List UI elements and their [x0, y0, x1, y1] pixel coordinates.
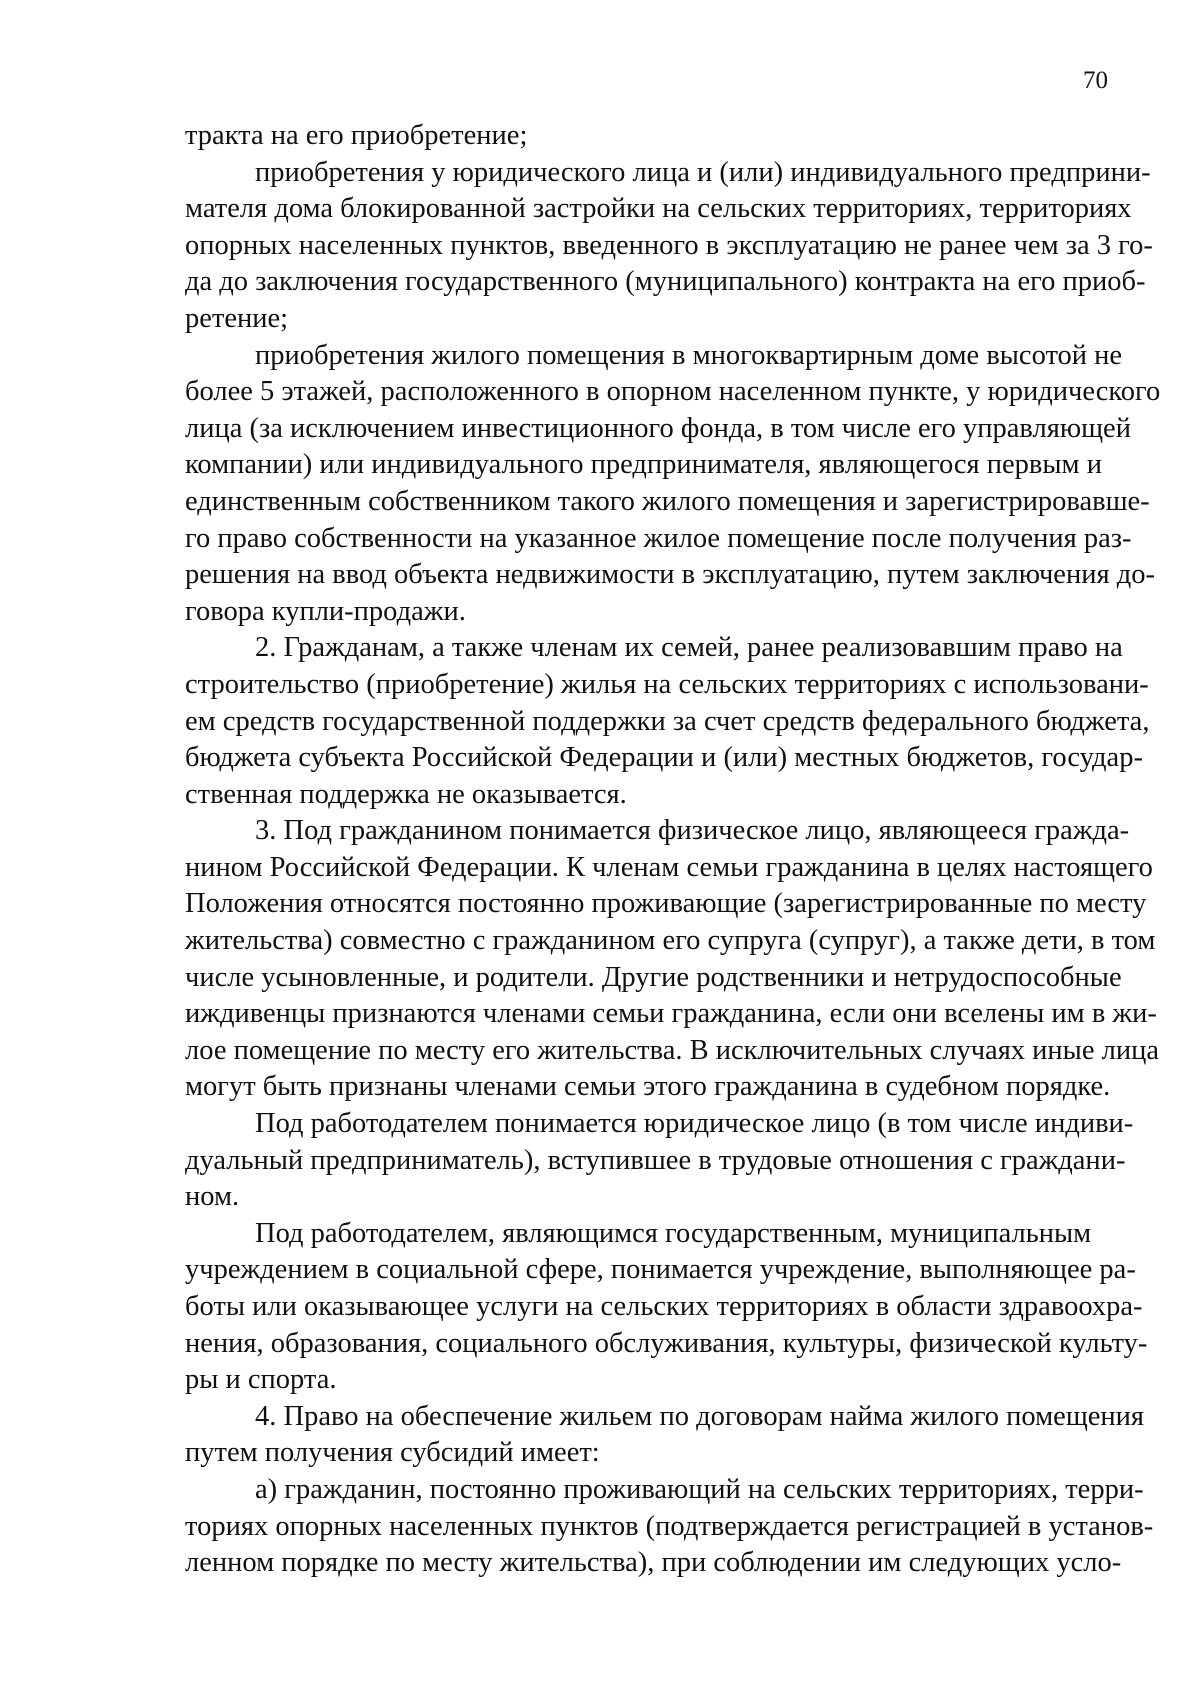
text-line: ем средств государственной поддержки за счет средств федерального бюджета,	[185, 705, 1150, 737]
text-line: да до заключения государственного (муниципального) контракта на его приоб-	[185, 266, 1146, 298]
paragraph	[185, 338, 1161, 631]
text-line: говора купли-продажи.	[185, 595, 466, 627]
text-line: жительства) совместно с гражданином его супруга (супруг), а также дети, в том	[185, 925, 1156, 957]
text-line: ленном порядке по месту жительства), при соблюдении им следующих усло-	[185, 1547, 1122, 1579]
text-line: ры и спорта.	[185, 1364, 337, 1396]
text-line: иждивенцы признаются членами семьи гражданина, если они вселены им в жи-	[185, 998, 1157, 1030]
text-line: путем получения субсидий имеет:	[185, 1437, 600, 1469]
paragraph	[185, 1106, 1134, 1216]
text-line: ретение;	[185, 302, 289, 334]
paragraph	[185, 118, 1078, 155]
text-line: Под работодателем, являющимся государственным, муниципальным	[255, 1217, 1092, 1249]
text-line: 2. Гражданам, а также членам их семей, ранее реализовавшим право на	[255, 632, 1123, 664]
text-line: дуальный предприниматель), вступившее в трудовые отношения с граждани-	[185, 1144, 1126, 1176]
page-number: 70	[1083, 67, 1108, 94]
text-line: го право собственности на указанное жилое помещение после получения раз-	[185, 522, 1132, 554]
text-line: 3. Под гражданином понимается физическое лицо, являющееся гражда-	[255, 815, 1130, 847]
text-line: мателя дома блокированной застройки на сельских территориях, территориях	[185, 193, 1132, 225]
paragraph	[185, 813, 1159, 1106]
text-line: приобретения жилого помещения в многоквартирным доме высотой не	[255, 339, 1123, 371]
text-line: решения на ввод объекта недвижимости в эксплуатацию, путем заключения до-	[185, 559, 1155, 591]
paragraph	[185, 155, 1153, 338]
text-line: учреждением в социальной сфере, понимается учреждение, выполняющее ра-	[185, 1254, 1136, 1286]
paragraph	[185, 1399, 1145, 1472]
paragraph	[185, 630, 1150, 813]
text-line: нения, образования, социального обслуживания, культуры, физической культу-	[185, 1327, 1148, 1359]
text-line: могут быть признаны членами семьи этого гражданина в судебном порядке.	[185, 1071, 1111, 1103]
text-line: тракта на его приобретение;	[185, 120, 528, 151]
text-line: бюджета субъекта Российской Федерации и (или) местных бюджетов, государ-	[185, 742, 1143, 774]
text-line: Положения относятся постоянно проживающие (зарегистрированные по месту	[185, 888, 1147, 920]
text-line: компании) или индивидуального предпринимателя, являющегося первым и	[185, 449, 1102, 481]
text-line: приобретения у юридического лица и (или) индивидуального предприни-	[255, 156, 1151, 188]
text-line: нином Российской Федерации. К членам семьи гражданина в целях настоящего	[185, 851, 1153, 883]
text-line: ственная поддержка не оказывается.	[185, 778, 627, 810]
text-line: а) гражданин, постоянно проживающий на сельских территориях, терри-	[255, 1473, 1144, 1505]
text-line: боты или оказывающее услуги на сельских территориях в области здравоохра-	[185, 1291, 1143, 1322]
text-line: числе усыновленные, и родители. Другие родственники и нетрудоспособные	[185, 961, 1122, 993]
text-line: лица (за исключением инвестиционного фонда, в том числе его управляющей	[185, 412, 1131, 444]
text-line: 4. Право на обеспечение жильем по договорам найма жилого помещения	[255, 1400, 1145, 1432]
text-line: более 5 этажей, расположенного в опорном населенном пункте, у юридического	[185, 376, 1161, 408]
text-line: опорных населенных пунктов, введенного в эксплуатацию не ранее чем за 3 го-	[185, 229, 1153, 261]
document-body	[185, 118, 1161, 1582]
paragraph	[185, 1472, 1154, 1582]
text-line: Под работодателем понимается юридическое лицо (в том числе индиви-	[255, 1108, 1134, 1140]
paragraph	[185, 1216, 1148, 1399]
text-line: ном.	[185, 1181, 240, 1213]
text-line: ториях опорных населенных пунктов (подтверждается регистрацией в установ-	[185, 1510, 1154, 1542]
text-line: строительство (приобретение) жилья на сельских территориях с использовани-	[185, 668, 1149, 700]
text-line: единственным собственником такого жилого помещения и зарегистрировавше-	[185, 485, 1150, 517]
text-line: лое помещение по месту его жительства. В исключительных случаях иные лица	[185, 1034, 1159, 1066]
